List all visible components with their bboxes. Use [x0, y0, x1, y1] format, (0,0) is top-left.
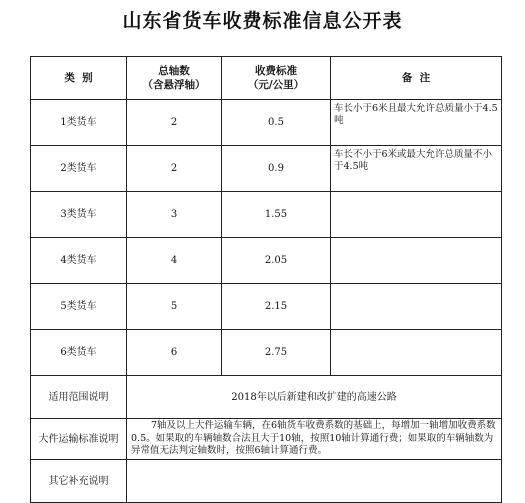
table-row: [31, 284, 502, 330]
page-title: 山东省货车收费标准信息公开表: [122, 10, 403, 32]
cell-axles: 6: [127, 330, 222, 376]
other-text: [127, 460, 502, 503]
cell-axles: 3: [127, 192, 222, 238]
cell-remark: [331, 238, 502, 284]
other-row: [31, 460, 502, 503]
cell-rate: 2.75: [222, 330, 331, 376]
cell-remark: [331, 330, 502, 376]
table-row: [31, 330, 502, 376]
cell-axles: 4: [127, 238, 222, 284]
cell-axles: 2: [127, 100, 222, 146]
oversize-label: 大件运输标准说明: [31, 419, 127, 460]
cell-category: 5类货车: [31, 284, 127, 330]
toll-standard-table: [30, 56, 502, 503]
cell-category: 2类货车: [31, 146, 127, 192]
cell-remark: 车长小于6米且最大允许总质量小于4.5吨: [331, 100, 502, 146]
header-category: 类 别: [31, 57, 127, 100]
cell-category: 3类货车: [31, 192, 127, 238]
cell-category: 6类货车: [31, 330, 127, 376]
cell-rate: 0.5: [222, 100, 331, 146]
oversize-row: [31, 419, 502, 460]
cell-axles: 5: [127, 284, 222, 330]
header-axles: 总轴数 （含悬浮轴）: [127, 57, 222, 100]
scope-text: 2018年以后新建和改扩建的高速公路: [127, 376, 502, 419]
cell-remark: [331, 192, 502, 238]
header-rate: 收费标准 （元/公里）: [222, 57, 331, 100]
cell-remark: 车长不小于6米或最大允许总质量不小于4.5吨: [331, 146, 502, 192]
table-row: [31, 146, 502, 192]
cell-category: 4类货车: [31, 238, 127, 284]
cell-rate: 2.05: [222, 238, 331, 284]
cell-rate: 2.15: [222, 284, 331, 330]
cell-axles: 2: [127, 146, 222, 192]
table-header-row: [31, 57, 502, 100]
table-row: [31, 100, 502, 146]
oversize-text: 7轴及以上大件运输车辆，在6轴货车收费系数的基础上，每增加一轴增加收费系数0.5。如果取的车辆轴数合法且大于10轴，按照10轴计算通行费；如果取的车辆轴数为异常值无法判定轴数时，按照6轴计算通行费。: [127, 419, 502, 460]
header-remark: 备 注: [331, 57, 502, 100]
table-row: [31, 192, 502, 238]
cell-rate: 0.9: [222, 146, 331, 192]
scope-row: [31, 376, 502, 419]
other-label: 其它补充说明: [31, 460, 127, 503]
scope-label: 适用范围说明: [31, 376, 127, 419]
table-row: [31, 238, 502, 284]
cell-category: 1类货车: [31, 100, 127, 146]
cell-rate: 1.55: [222, 192, 331, 238]
cell-remark: [331, 284, 502, 330]
